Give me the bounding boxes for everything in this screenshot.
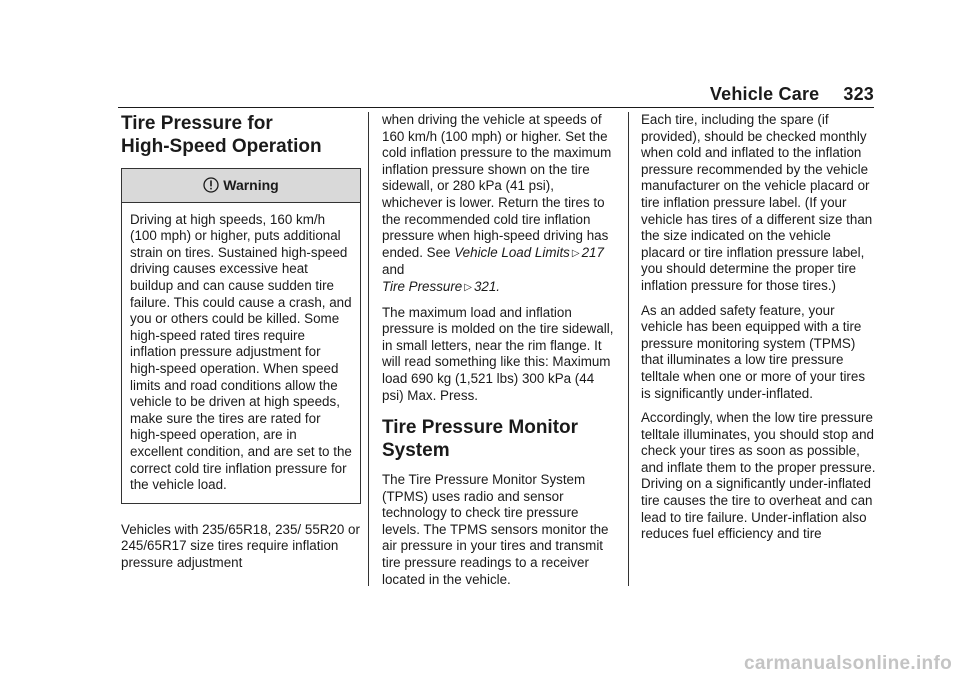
cross-reference-label: Tire Pressure: [382, 278, 463, 294]
cross-reference-page: 321: [473, 278, 497, 294]
page-ref-arrow-icon: ▷: [464, 281, 472, 293]
cross-reference-vehicle-load-limits[interactable]: [454, 245, 604, 260]
paragraph: As an added safety feature, your vehicle has been equipped with a tire pressure monitoring system (TPMS) that illuminates a low tire pressure telltale when one or more of your tires is significantly under-inflated.: [641, 302, 866, 401]
warning-header: [122, 169, 360, 203]
heading-line: Tire Pressure Monitor: [382, 417, 579, 439]
heading-line: System: [382, 440, 450, 462]
section-heading-tpms: [382, 416, 614, 462]
column-3: [641, 112, 877, 551]
paragraph: The Tire Pressure Monitor System (TPMS) uses radio and sensor technology to check tire pressure levels. The TPMS sensors monitor the air pressure in your tires and transmit tire pressure readings to a receiver located in the vehicle.: [382, 472, 609, 587]
heading-line: High-Speed Operation: [121, 136, 322, 157]
column-divider: [628, 112, 629, 586]
page-ref-arrow-icon: ▷: [571, 247, 580, 259]
paragraph: Vehicles with 235/65R18, 235/ 55R20 or 245/65R17 size tires require inflation pressure adjustment: [121, 521, 360, 570]
column-2: [382, 112, 614, 596]
section-title: Vehicle Care: [709, 84, 820, 104]
warning-symbol-icon: [203, 177, 219, 193]
cross-reference-page: 217: [581, 244, 604, 260]
warning-box: [121, 168, 361, 504]
conjunction: and: [382, 262, 405, 278]
page-header: [710, 84, 874, 105]
cross-reference-label: Vehicle Load Limits: [454, 244, 570, 260]
warning-title: Warning: [223, 177, 279, 193]
column-1: [121, 112, 361, 579]
paragraph: Accordingly, when the low tire pressure telltale illuminates, you should stop and check your tires as soon as possible, and inflate them to the proper pressure. Driving on a significantly under-inflated tire causes the tire to overheat and can lead to tire failure. Under-inflation also reduces fuel efficiency and tire: [641, 410, 876, 542]
heading-line: Tire Pressure for: [121, 113, 273, 134]
paragraph: [382, 112, 614, 297]
cross-reference-tire-pressure[interactable]: Tire Pressure ▷ 321.: [382, 278, 501, 294]
section-heading-high-speed: [121, 112, 361, 158]
page-number: 323: [843, 84, 874, 104]
watermark: carmanualsonline.info: [744, 653, 952, 674]
column-divider: [368, 112, 369, 586]
paragraph: Each tire, including the spare (if provided), should be checked monthly when cold and inflated to the inflation pressure recommended by the vehicle manufacturer on the vehicle placard or tire inflation pressure label. (If your vehicle has tires of a different size than the size indicated on the vehicle placard or tire inflation pressure label, you should determine the proper tire inflation pressure for those tires.): [641, 112, 873, 293]
paragraph: The maximum load and inflation pressure is molded on the tire sidewall, in small letters, near the rim flange. It will read something like this: Maximum load 690 kg (1,521 lbs) 300 kPa (44 psi) Max. Press.: [382, 304, 614, 403]
warning-text: Driving at high speeds, 160 km/h (100 mph) or higher, puts additional strain on tires. Sustained high-speed driving causes excessive heat buildup and can cause sudden tire failure. This could cause a crash, and you or others could be killed. Some high-speed rated tires require inflation pressure adjustment for high-speed operation. When speed limits and road conditions allow the vehicle to be driven at high speeds, make sure the tires are rated for high-speed operation, are in excellent condition, and are set to the correct cold tire inflation pressure for the vehicle load.: [130, 211, 352, 493]
header-rule: [118, 107, 874, 108]
paragraph-text: when driving the vehicle at speeds of 160 km/h (100 mph) or higher. Set the cold inflation pressure to the maximum inflation pressure shown on the tire sidewall, or 280 kPa (41 psi), whichever is lower. Return the tires to the recommended cold tire inflation pressure when high-speed driving has ended. See: [382, 112, 612, 260]
